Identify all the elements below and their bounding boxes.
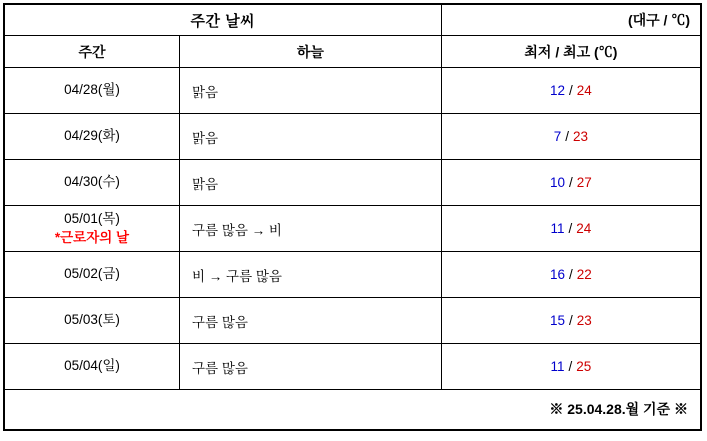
holiday-note: *근로자의 날 xyxy=(54,229,130,245)
low-temp: 11 xyxy=(550,359,565,374)
table-row xyxy=(4,160,701,206)
table-row xyxy=(4,298,701,344)
low-temp: 7 xyxy=(553,129,562,144)
table-row xyxy=(4,344,701,390)
high-temp: 23 xyxy=(576,313,592,328)
table-row xyxy=(4,252,701,298)
high-temp: 23 xyxy=(572,129,589,144)
row-temp xyxy=(441,68,701,114)
region-unit-label: (대구 / ℃) xyxy=(441,4,701,36)
high-temp: 24 xyxy=(576,221,592,236)
high-temp: 25 xyxy=(576,359,592,374)
row-date xyxy=(4,114,179,160)
date-label: 04/28(월) xyxy=(64,82,120,98)
weekly-weather-table xyxy=(3,3,702,431)
table-title-row xyxy=(4,4,701,36)
temp-separator: / xyxy=(568,313,573,328)
temp-separator: / xyxy=(568,359,573,374)
date-label: 04/29(화) xyxy=(64,128,120,144)
column-header-temp: 최저 / 최고 (℃) xyxy=(441,36,701,68)
table-footer-row xyxy=(4,390,701,430)
row-temp xyxy=(441,206,701,252)
temp-separator: / xyxy=(568,221,573,236)
column-header-sky: 하늘 xyxy=(179,36,441,68)
date-label: 05/02(금) xyxy=(64,266,120,282)
date-label: 05/01(목) xyxy=(64,211,120,227)
temp-separator: / xyxy=(568,83,573,98)
row-sky: 비 → 구름 많음 xyxy=(179,252,441,298)
row-date xyxy=(4,206,179,252)
table-row xyxy=(4,114,701,160)
column-header-date: 주간 xyxy=(4,36,179,68)
low-temp: 12 xyxy=(549,83,565,98)
row-sky: 구름 많음 → 비 xyxy=(179,206,441,252)
table-row xyxy=(4,206,701,252)
row-sky: 맑음 xyxy=(179,68,441,114)
row-sky: 구름 많음 xyxy=(179,298,441,344)
row-date xyxy=(4,298,179,344)
low-temp: 16 xyxy=(549,267,565,282)
row-temp xyxy=(441,298,701,344)
temp-separator: / xyxy=(568,267,573,282)
low-temp: 10 xyxy=(549,175,565,190)
row-date xyxy=(4,344,179,390)
high-temp: 22 xyxy=(576,267,592,282)
low-temp: 15 xyxy=(549,313,565,328)
row-temp xyxy=(441,160,701,206)
row-date xyxy=(4,252,179,298)
date-label: 05/03(토) xyxy=(64,312,120,328)
temp-separator: / xyxy=(565,129,569,144)
date-label: 04/30(수) xyxy=(64,174,120,190)
high-temp: 24 xyxy=(576,83,592,98)
row-sky: 구름 많음 xyxy=(179,344,441,390)
table-row xyxy=(4,68,701,114)
row-sky: 맑음 xyxy=(179,160,441,206)
temp-separator: / xyxy=(568,175,573,190)
row-date xyxy=(4,160,179,206)
row-sky: 맑음 xyxy=(179,114,441,160)
footer-note: ※ 25.04.28.월 기준 ※ xyxy=(4,390,701,430)
row-temp xyxy=(441,344,701,390)
high-temp: 27 xyxy=(576,175,592,190)
table-header-row xyxy=(4,36,701,68)
row-temp xyxy=(441,114,701,160)
low-temp: 11 xyxy=(550,221,565,236)
weekly-weather-sheet xyxy=(0,3,707,441)
row-temp xyxy=(441,252,701,298)
page-title: 주간 날씨 xyxy=(4,4,441,36)
row-date xyxy=(4,68,179,114)
date-label: 05/04(일) xyxy=(64,358,120,374)
